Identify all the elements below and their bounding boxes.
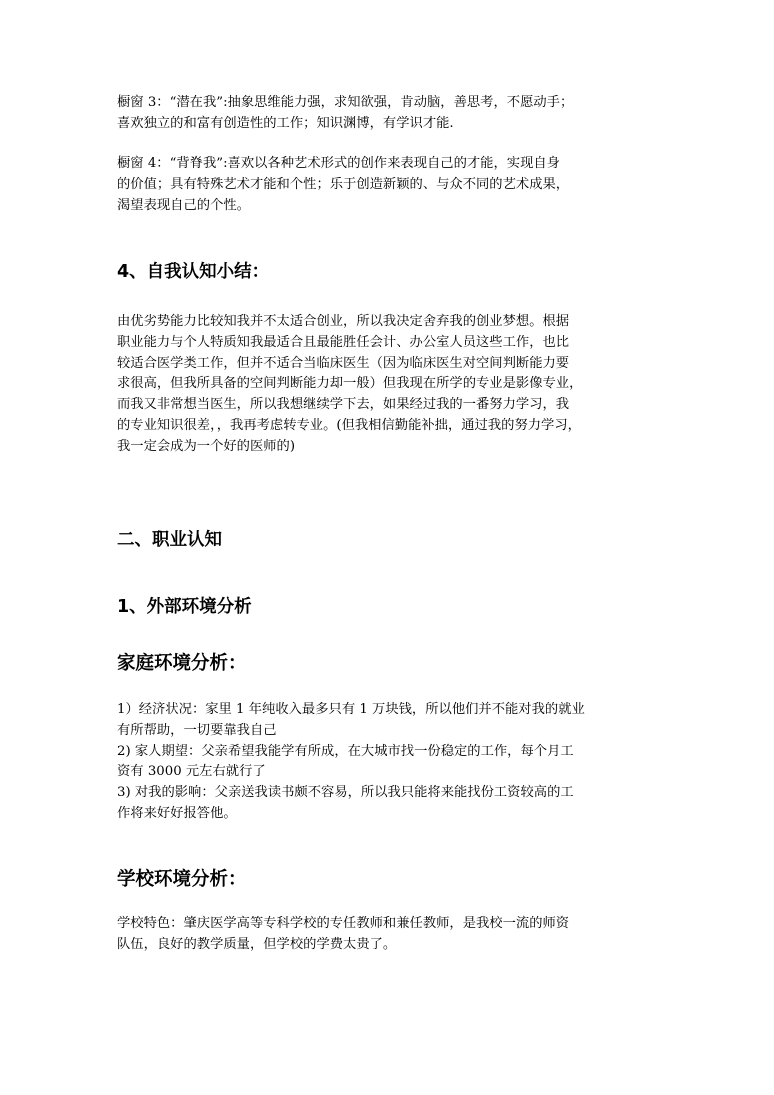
family-environment-heading: 家庭环境分析： — [117, 653, 247, 674]
text-line: 求很高，但我所具备的空间判断能力却一般）但我现在所学的专业是影像专业， — [117, 376, 583, 392]
text-line: 的价值；具有特殊艺术才能和个性；乐于创造新颖的、与众不同的艺术成果， — [117, 176, 570, 192]
text-line: 橱窗 3：“潜在我”:抽象思维能力强，求知欲强，肯动脑，善思考，不愿动手； — [117, 95, 574, 110]
text-line: 职业能力与个人特质知我最适合且最能胜任会计、办公室人员这些工作，也比 — [117, 334, 570, 350]
text-line: 3) 对我的影响：父亲送我读书颇不容易，所以我只能将来能找份工资较高的工 — [117, 785, 574, 801]
text-line: 由优劣势能力比较知我并不太适合创业，所以我决定舍弃我的创业梦想。根据 — [117, 314, 570, 329]
text-line: 而我又非常想当医生，所以我想继续学下去，如果经过我的一番努力学习，我 — [117, 397, 570, 413]
self-summary-paragraph — [117, 312, 662, 458]
text-line: 学校特色：肇庆医学高等专科学校的专任教师和兼任教师，是我校一流的师资 — [117, 916, 570, 931]
external-environment-heading: 1、外部环境分析 — [117, 597, 252, 617]
text-line: 喜欢独立的和富有创造性的工作；知识渊博，有学识才能. — [117, 115, 454, 131]
career-heading: 二、职业认知 — [117, 530, 222, 550]
text-line: 队伍，良好的教学质量，但学校的学费太贵了。 — [117, 936, 397, 952]
self-summary-heading: 4、自我认知小结： — [117, 262, 270, 282]
text-line: 我一定会成为一个好的医师的) — [117, 438, 296, 454]
family-environment-paragraph — [117, 700, 662, 825]
text-line: 资有 3000 元左右就行了 — [117, 764, 266, 780]
text-line: 较适合医学类工作，但并不适合当临床医生（因为临床医生对空间判断能力要 — [117, 355, 570, 371]
text-line: 渴望表现自己的个性。 — [117, 197, 250, 213]
text-line: 橱窗 4：“背脊我”:喜欢以各种艺术形式的创作来表现自己的才能，实现自身 — [117, 156, 560, 171]
school-environment-paragraph — [117, 914, 662, 956]
text-line: 2) 家人期望：父亲希望我能学有所成，在大城市找一份稳定的工作，每个月工 — [117, 743, 574, 759]
window-3-paragraph — [117, 93, 662, 135]
text-line: 1）经济状况：家里 1 年纯收入最多只有 1 万块钱，所以他们并不能对我的就业 — [117, 702, 585, 717]
text-line: 作将来好好报答他。 — [117, 805, 237, 821]
school-environment-heading: 学校环境分析： — [117, 869, 247, 890]
text-line: 的专业知识很差，，我再考虑转专业。(但我相信勤能补拙，通过我的努力学习， — [117, 417, 581, 433]
text-line: 有所帮助，一切要靠我自己 — [117, 722, 277, 738]
window-4-paragraph — [117, 154, 662, 216]
